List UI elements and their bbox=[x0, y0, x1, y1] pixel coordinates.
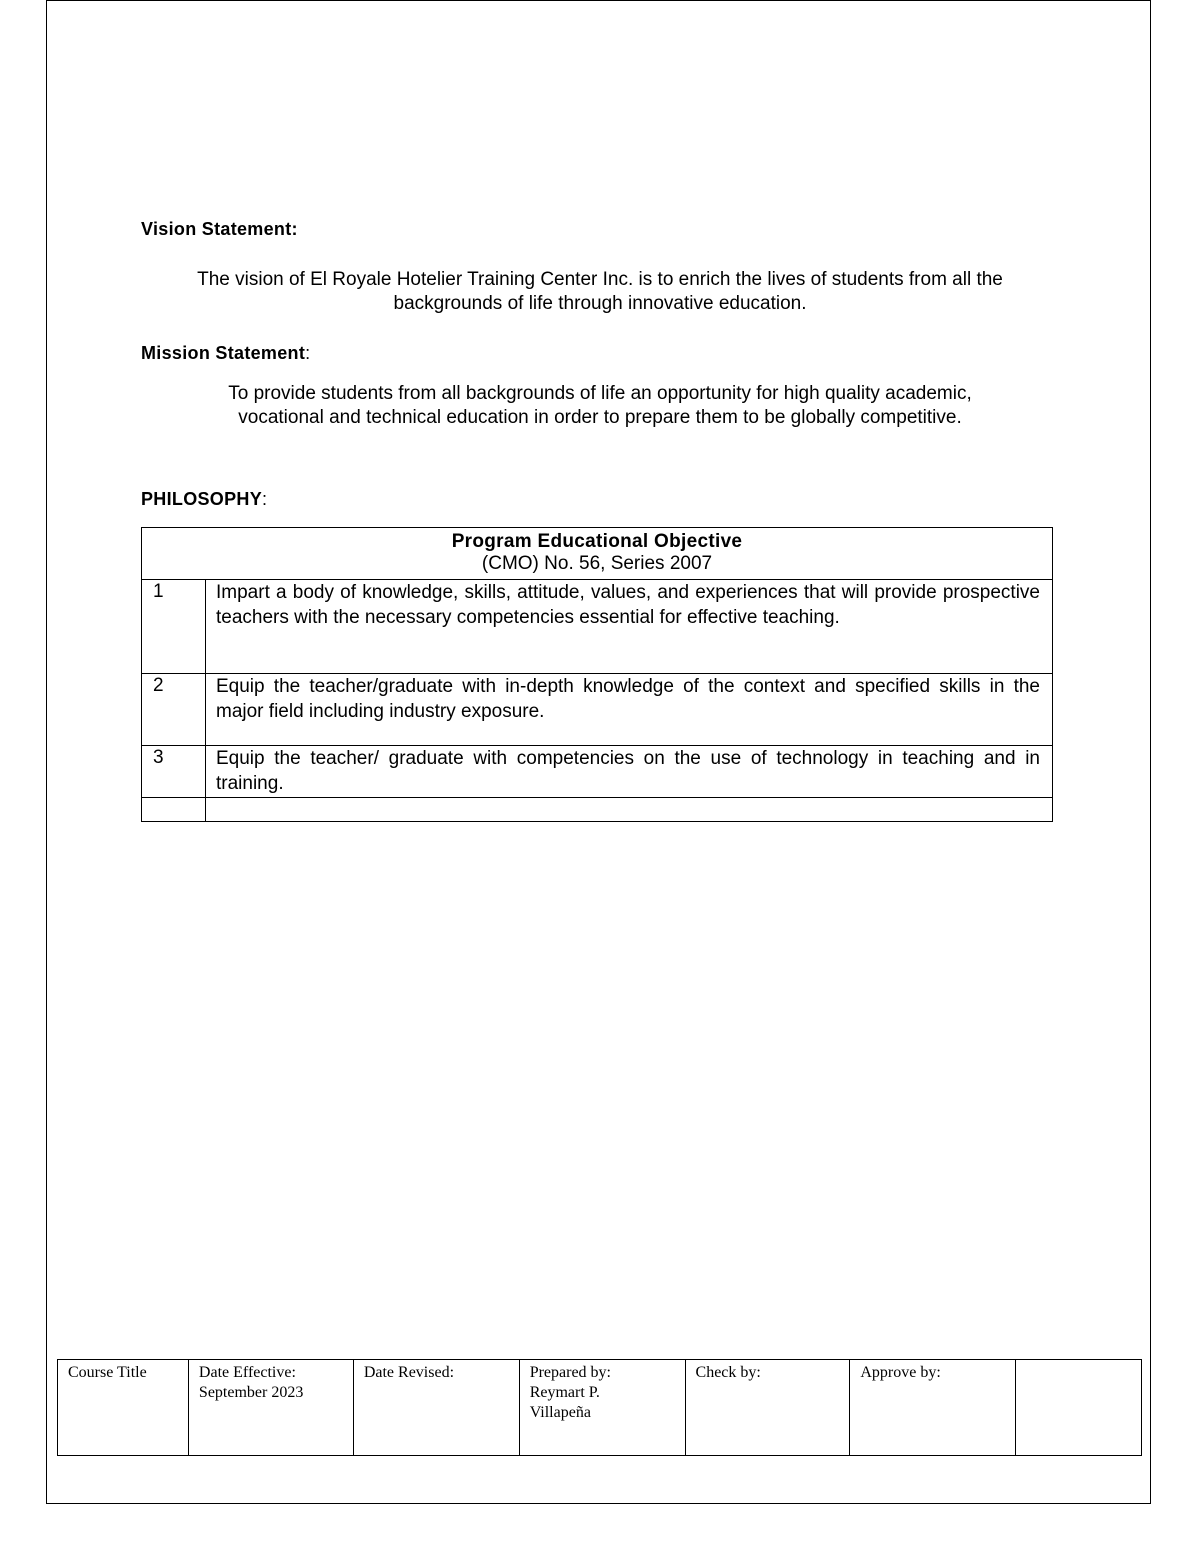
prepared-by-cell bbox=[519, 1360, 685, 1456]
date-revised-cell bbox=[353, 1360, 519, 1456]
row-number: 2 bbox=[142, 674, 206, 746]
table-title: Program Educational Objective bbox=[451, 531, 743, 552]
row-text bbox=[206, 798, 1053, 822]
table-subtitle: (CMO) No. 56, Series 2007 bbox=[481, 553, 713, 574]
date-effective-cell bbox=[188, 1360, 353, 1456]
footer-row bbox=[58, 1360, 1142, 1456]
date-effective-label: Date Effective: bbox=[198, 1364, 296, 1381]
row-number: 1 bbox=[142, 580, 206, 674]
row-number bbox=[142, 798, 206, 822]
table-header-row bbox=[142, 528, 1053, 580]
table-row bbox=[142, 674, 1053, 746]
vision-heading bbox=[141, 219, 298, 240]
table-row bbox=[142, 798, 1053, 822]
vision-line-2: backgrounds of life through innovative education. bbox=[393, 293, 807, 314]
philosophy-heading bbox=[141, 489, 267, 510]
mission-line-1: To provide students from all backgrounds of life an opportunity for high quality academic, bbox=[228, 383, 972, 404]
mission-heading-colon: : bbox=[305, 343, 311, 363]
date-effective-value: September 2023 bbox=[198, 1384, 304, 1401]
program-educational-objective-table bbox=[141, 527, 1053, 822]
philosophy-heading-colon: : bbox=[262, 489, 268, 509]
mission-heading-text: Mission Statement bbox=[141, 343, 306, 363]
mission-line-2: vocational and technical education in order to prepare them to be globally competitive. bbox=[238, 407, 962, 428]
table-row bbox=[142, 746, 1053, 798]
course-title-label: Course Title bbox=[68, 1364, 147, 1381]
course-title-cell bbox=[58, 1360, 189, 1456]
prepared-by-label: Prepared by: bbox=[529, 1364, 611, 1381]
document-footer-table bbox=[57, 1359, 1142, 1456]
table-header-cell bbox=[142, 528, 1053, 580]
philosophy-heading-text: PHILOSOPHY bbox=[141, 489, 263, 509]
check-by-cell bbox=[685, 1360, 850, 1456]
row-text: Equip the teacher/ graduate with competencies on the use of technology in teaching and in training. bbox=[206, 746, 1053, 798]
row-text: Impart a body of knowledge, skills, attitude, values, and experiences that will provide prospective teachers with the necessary competencies essential for effective teaching. bbox=[206, 580, 1053, 674]
approve-by-label: Approve by: bbox=[860, 1364, 941, 1381]
vision-statement bbox=[120, 268, 1080, 316]
mission-heading bbox=[141, 343, 310, 364]
date-revised-label: Date Revised: bbox=[363, 1364, 455, 1381]
row-text: Equip the teacher/graduate with in-depth knowledge of the context and specified skills in the major field including industry exposure. bbox=[206, 674, 1053, 746]
vision-line-1: The vision of El Royale Hotelier Training Center Inc. is to enrich the lives of students from all the bbox=[197, 269, 1003, 290]
row-number: 3 bbox=[142, 746, 206, 798]
check-by-label: Check by: bbox=[695, 1364, 761, 1381]
prepared-by-name-1: Reymart P. bbox=[529, 1384, 600, 1401]
prepared-by-name-2: Villapeña bbox=[529, 1404, 591, 1421]
approve-by-cell bbox=[850, 1360, 1016, 1456]
blank-cell bbox=[1016, 1360, 1142, 1456]
mission-statement bbox=[120, 382, 1080, 430]
table-row bbox=[142, 580, 1053, 674]
vision-heading-text: Vision Statement: bbox=[141, 219, 298, 239]
